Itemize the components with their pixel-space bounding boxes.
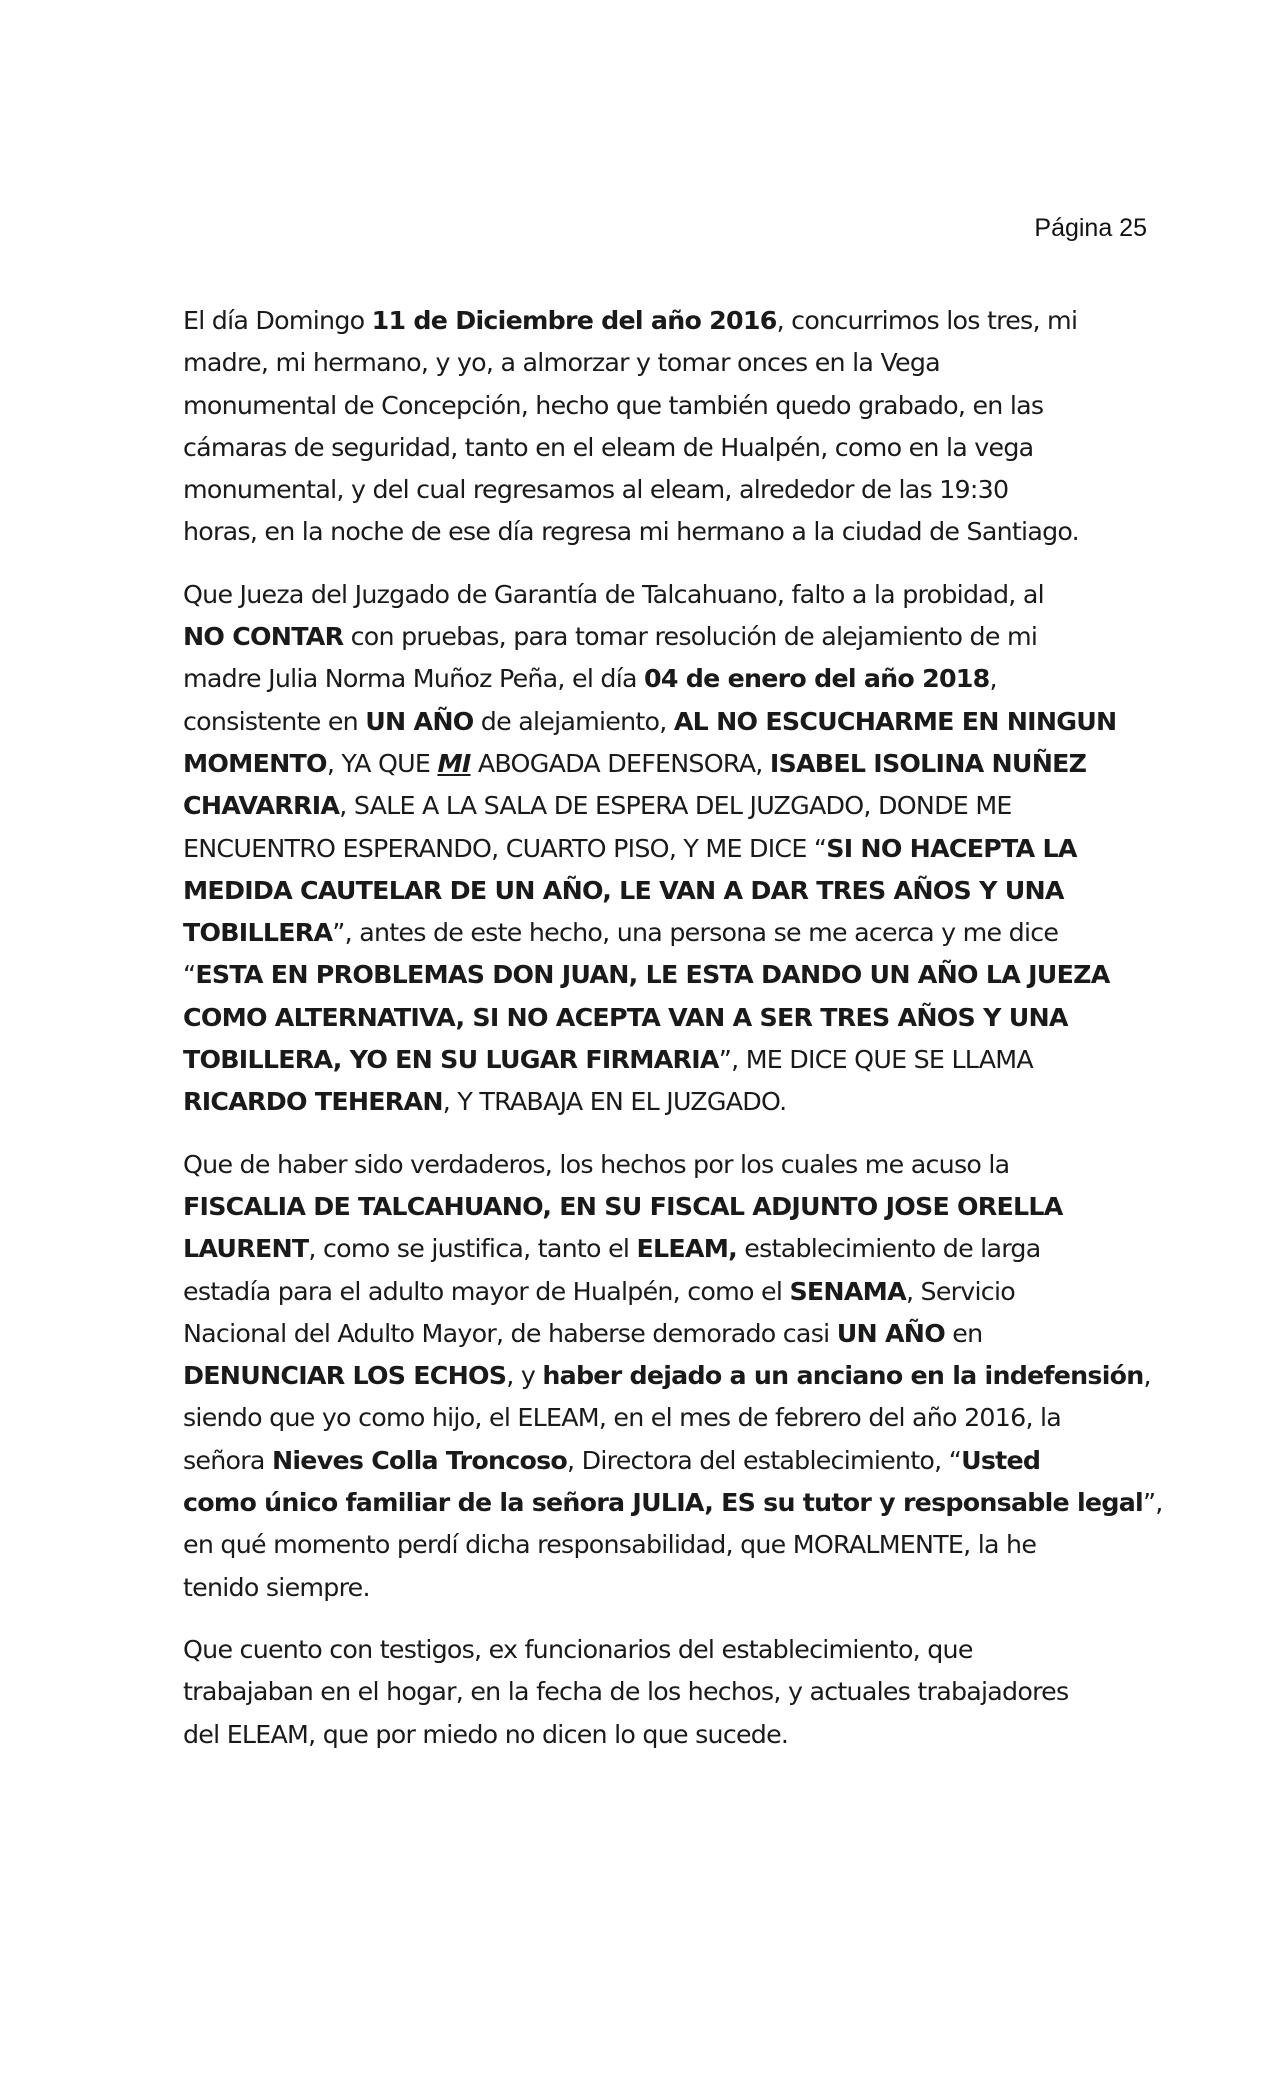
bold-text: TOBILLERA, YO EN SU LUGAR FIRMARIA <box>183 1045 719 1075</box>
text-run: Nacional del Adulto Mayor, de haberse demorado casi <box>183 1318 837 1348</box>
text-run: trabajaban en el hogar, en la fecha de los hechos, y actuales trabajadores <box>183 1677 1069 1707</box>
text-run: de alejamiento, <box>473 706 674 736</box>
bold-text: CHAVARRIA <box>183 791 340 821</box>
text-line <box>183 1313 1108 1355</box>
bold-text: FISCALIA DE TALCAHUANO, EN SU FISCAL ADJUNTO JOSE ORELLA <box>183 1191 1063 1221</box>
text-run: , Directora del establecimiento, “ <box>567 1445 962 1475</box>
bold-text: 11 de Diciembre del año 2016 <box>371 306 777 335</box>
text-line <box>183 701 1117 743</box>
text-run: ENCUENTRO ESPERANDO, CUARTO PISO, Y ME DICE “ <box>183 833 827 863</box>
text-run: señora <box>183 1445 272 1475</box>
bold-text: NO CONTAR <box>183 622 344 652</box>
text-run: monumental de Concepción, hecho que también quedo grabado, en las <box>183 390 1044 420</box>
bold-text: COMO ALTERNATIVA, SI NO ACEPTA VAN A SER TRES AÑOS Y UNA <box>183 1002 1068 1032</box>
text-line <box>183 511 1108 553</box>
text-run: “ <box>183 960 196 990</box>
text-line <box>183 342 1108 384</box>
text-run: consistente en <box>183 706 366 736</box>
text-run: horas, en la noche de ese día regresa mi hermano a la ciudad de Santiago. <box>183 517 1079 547</box>
text-line <box>183 469 1108 511</box>
bold-text: UN AÑO <box>836 1318 945 1348</box>
text-run: , como se justifica, tanto el <box>308 1234 637 1264</box>
text-line <box>183 658 1108 700</box>
text-line <box>183 870 1108 912</box>
text-run: tenido siempre. <box>183 1572 370 1602</box>
text-line <box>183 828 1108 870</box>
text-run: estadía para el adulto mayor de Hualpén, como el <box>183 1276 790 1306</box>
bold-text: TOBILLERA <box>183 918 333 948</box>
bold-text: DENUNCIAR LOS ECHOS <box>183 1361 507 1391</box>
text-line <box>183 1081 1108 1123</box>
bold-text: MEDIDA CAUTELAR DE UN AÑO, LE VAN A DAR TRES AÑOS Y UNA <box>183 875 1064 905</box>
text-run: en <box>944 1318 983 1348</box>
bold-text: RICARDO TEHERAN <box>183 1087 443 1117</box>
text-run: ”, antes de este hecho, una persona se me acerca y me dice <box>332 918 1059 948</box>
text-run: , <box>1143 1361 1151 1391</box>
bold-text: Nieves Colla Troncoso <box>271 1445 568 1475</box>
text-line <box>183 385 1108 427</box>
text-run: madre Julia Norma Muñoz Peña, el día <box>183 664 645 694</box>
text-run: Que Jueza del Juzgado de Garantía de Talcahuano, falto a la probidad, al <box>183 579 1044 609</box>
bold-text: como único familiar de la señora JULIA, ES su tutor y responsable legal <box>183 1488 1143 1518</box>
text-line <box>183 743 1108 785</box>
text-line <box>183 1397 1108 1439</box>
bold-text: haber dejado a un anciano en la indefensión <box>542 1361 1144 1391</box>
text-line <box>183 1524 1108 1566</box>
bold-text: MI <box>437 748 471 778</box>
text-run: , y <box>506 1361 543 1391</box>
text-run: en qué momento perdí dicha responsabilidad, que MORALMENTE, la he <box>183 1530 1037 1560</box>
text-line <box>183 1039 1108 1081</box>
text-run: , <box>989 664 997 694</box>
text-run: Que cuento con testigos, ex funcionarios del establecimiento, que <box>183 1634 973 1664</box>
text-run: El día Domingo <box>183 306 372 335</box>
text-line <box>183 997 1108 1039</box>
text-line <box>183 1629 1108 1671</box>
text-run: del ELEAM, que por miedo no dicen lo que sucede. <box>183 1719 789 1749</box>
text-line <box>183 1482 1163 1524</box>
document-body <box>183 300 1163 1776</box>
bold-text: AL NO ESCUCHARME EN NINGUN <box>673 706 1117 736</box>
text-line <box>183 574 1108 616</box>
text-line <box>183 1440 1108 1482</box>
text-run: , Servicio <box>905 1276 1015 1306</box>
bold-text: MOMENTO <box>183 748 327 778</box>
text-run: , concurrimos los tres, mi <box>776 306 1078 335</box>
text-run: con pruebas, para tomar resolución de alejamiento de mi <box>343 622 1038 652</box>
paragraph <box>183 1144 1163 1609</box>
text-line <box>183 912 1108 954</box>
text-run: ”, <box>1142 1488 1163 1518</box>
bold-text: SI NO HACEPTA LA <box>826 833 1077 863</box>
text-run: , SALE A LA SALA DE ESPERA DEL JUZGADO, DONDE ME <box>339 791 1012 821</box>
text-line <box>183 616 1108 658</box>
bold-text: ELEAM, <box>636 1234 738 1264</box>
text-run: madre, mi hermano, y yo, a almorzar y tomar onces en la Vega <box>183 348 940 378</box>
text-line <box>183 1186 1108 1228</box>
text-run: monumental, y del cual regresamos al eleam, alrededor de las 19:30 <box>183 475 1009 505</box>
text-line <box>183 1671 1108 1713</box>
text-run: , Y TRABAJA EN EL JUZGADO. <box>442 1087 787 1117</box>
text-line <box>183 1355 1151 1397</box>
text-run: Que de haber sido verdaderos, los hechos por los cuales me acuso la <box>183 1149 1010 1179</box>
text-run: cámaras de seguridad, tanto en el eleam de Hualpén, como en la vega <box>183 432 1034 462</box>
bold-text: ESTA EN PROBLEMAS DON JUAN, LE ESTA DANDO UN AÑO LA JUEZA <box>195 960 1110 990</box>
text-run: ABOGADA DEFENSORA, <box>470 748 770 778</box>
bold-text: Usted <box>961 1445 1041 1475</box>
text-run: ”, ME DICE QUE SE LLAMA <box>718 1045 1033 1075</box>
bold-text: 04 de enero del año 2018 <box>644 664 990 694</box>
text-line <box>183 1714 1108 1756</box>
bold-text: LAURENT <box>183 1234 309 1264</box>
text-line <box>183 300 1108 342</box>
text-line <box>183 427 1108 469</box>
paragraph <box>183 574 1117 1124</box>
bold-text: SENAMA <box>789 1276 906 1306</box>
text-line <box>183 1228 1108 1270</box>
paragraph <box>183 300 1108 554</box>
text-line <box>183 954 1108 996</box>
text-line <box>183 1567 1108 1609</box>
bold-text: ISABEL ISOLINA NUÑEZ <box>769 748 1087 778</box>
paragraph <box>183 1629 1108 1756</box>
text-run: , YA QUE <box>326 748 438 778</box>
text-line <box>183 785 1108 827</box>
text-line <box>183 1271 1108 1313</box>
text-run: siendo que yo como hijo, el ELEAM, en el mes de febrero del año 2016, la <box>183 1403 1062 1433</box>
text-line <box>183 1144 1108 1186</box>
page-number: Página 25 <box>1034 214 1147 242</box>
bold-text: UN AÑO <box>365 706 474 736</box>
text-run: establecimiento de larga <box>737 1234 1041 1264</box>
